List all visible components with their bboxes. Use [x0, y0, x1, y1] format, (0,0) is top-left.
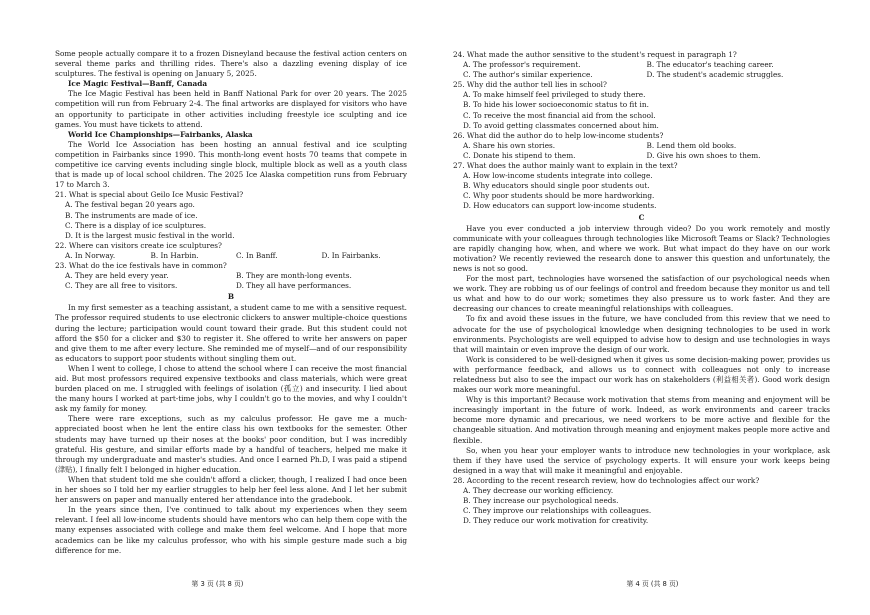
question-23: 23. What do the ice festivals have in common?: [55, 260, 227, 270]
q26-options-cd: [453, 151, 830, 161]
question-27: 27. What does the author mainly want to explain in the text?: [453, 161, 678, 171]
c-paragraph-1: Have you ever conducted a job interview through video? Do you work remotely and mostly communicate with your colleagues through technologies like Microsoft Teams or Slack? Technologies are rapidly changing how, when, and where we work. But what impact do they have on our work motivation? We recently reviewed the research done to answer this question and unfortunately, the news is not so good.: [453, 223, 830, 273]
question-28: 28. According to the recent research review, how do technologies affect our work?: [453, 475, 760, 485]
question-24: 24. What made the author sensitive to the student's request in paragraph 1?: [453, 50, 737, 59]
q24-option-d[interactable]: D. The student's academic struggles.: [646, 70, 784, 80]
q24-option-a[interactable]: A. The professor's requirement.: [463, 60, 581, 70]
c-paragraph-2: For the most part, technologies have worsened the satisfaction of our psychological needs when we work. They are robbing us of our feelings of control and freedom because they monitor us and tell us what and how to do our work; sometimes they also pressure us to work faster. And they are decreasing our chances to create meaningful relationships with colleagues.: [453, 274, 830, 314]
q21-option-b[interactable]: B. The instruments are made of ice.: [65, 210, 198, 220]
q23-options-cd: [55, 281, 407, 291]
q22-options: [55, 251, 407, 261]
q22-option-a[interactable]: A. In Norway.: [65, 250, 116, 260]
q23-options-ab: [55, 271, 407, 281]
q25-option-c[interactable]: C. To receive the most financial aid from the school.: [463, 110, 656, 120]
q23-option-c[interactable]: C. They are all free to visitors.: [65, 281, 178, 291]
section-b-heading: B: [227, 292, 235, 302]
heading-banff: Ice Magic Festival—Banff, Canada: [68, 79, 208, 89]
intro-paragraph: Some people actually compare it to a frozen Disneyland because the festival action centers on several theme parks and thrilling rides. There's also a dazzling evening display of ice sculptures. The festival is opening on January 5, 2025.: [55, 49, 407, 79]
banff-paragraph: The Ice Magic Festival has been held in Banff National Park for over 20 years. The 2025 competition will run from February 2-4. The final artworks are displayed for visitors who have an opportunity to participate in other activities including freestyle ice sculpting and ice games. You must have tickets to attend.: [55, 89, 407, 129]
q21-option-c[interactable]: C. There is a display of ice sculptures.: [65, 220, 207, 230]
q23-option-b[interactable]: B. They are month-long events.: [236, 271, 352, 281]
c-paragraph-3: To fix and avoid these issues in the future, we have concluded from this review that we need to advocate for the use of psychological knowledge when designing technologies to be used in work environments. Psychologists are well equipped to advise how to design and use technologies in ways that will maintain or even improve the design of our work.: [453, 314, 830, 354]
q28-option-d[interactable]: D. They reduce our work motivation for creativity.: [463, 516, 649, 526]
q25-option-a[interactable]: A. To make himself feel privileged to study there.: [463, 90, 646, 100]
page-3-number: 第 3 页 (共 8 页): [191, 580, 244, 588]
q28-option-b[interactable]: B. They increase our psychological needs.: [463, 496, 619, 506]
q27-option-d[interactable]: D. How educators can support low-income students.: [463, 201, 657, 211]
q22-option-d[interactable]: D. In Fairbanks.: [321, 250, 381, 260]
c-paragraph-4: Work is considered to be well-designed when it gives us some decision-making power, provides us with performance feedback, and allows us to connect with colleagues not only to increase relatedness but also to see the impact our work has on stakeholders (利益相关者). Good work design makes our work more meaningful.: [453, 354, 830, 395]
q24-option-c[interactable]: C. The author's similar experience.: [463, 70, 593, 80]
q26-option-b[interactable]: B. Lend them old books.: [646, 140, 737, 150]
q24-option-b[interactable]: B. The educator's teaching career.: [646, 60, 774, 70]
section-c-heading: C: [638, 212, 645, 222]
question-22: 22. Where can visitors create ice sculptures?: [55, 240, 222, 250]
b-paragraph-1: In my first semester as a teaching assistant, a student came to me with a sensitive request. The professor required students to use electronic clickers to answer multiple-choice questions during the lecture; participation would count toward their grade. But this student could not afford the $50 for a clicker and $30 to register it. She offered to write her answers on paper and give them to me after every lecture. She reminded me of myself—and of our responsibility as educators to support poor students without singling them out.: [55, 303, 407, 363]
b-paragraph-2: When I went to college, I chose to attend the school where I can receive the most financial aid. But most professors required expensive textbooks and class materials, which were great burden placed on me. I struggled with feelings of isolation (孤立) and insecurity. I lied about the many hours I worked at part-time jobs, why I couldn't go to the movies, and why I couldn't ask my family for money.: [55, 363, 407, 414]
left-column: [55, 49, 407, 556]
q22-option-c[interactable]: C. In Banff.: [236, 250, 278, 260]
q25-option-d[interactable]: D. To avoid getting classmates concerned about him.: [463, 120, 659, 130]
page-4-footer: [435, 578, 870, 588]
alaska-paragraph: The World Ice Association has been hosting an annual festival and ice sculpting competition in Fairbanks since 1990. This month-long event hosts 70 teams that compete in competitive ice carving events including single block, multiple block as well as a youth class that is made up of local school children. The 2025 Ice Alaska competition runs from February 17 to March 3.: [55, 139, 407, 190]
page-4: [435, 0, 870, 615]
q23-option-d[interactable]: D. They all have performances.: [236, 281, 352, 291]
q21-option-d[interactable]: D. It is the largest music festival in the world.: [65, 230, 235, 240]
heading-alaska: World Ice Championships—Fairbanks, Alaska: [68, 129, 253, 139]
q22-option-b[interactable]: B. In Harbin.: [150, 250, 199, 260]
c-paragraph-5: Why is this important? Because work motivation that stems from meaning and enjoyment will be increasingly important in the future of work. Indeed, as work environments and career tracks become more dynamic and precarious, we need workers to be more active and flexible for the changeable situation. And motivation through meaning and enjoyment makes people more active and flexible.: [453, 395, 830, 445]
c-paragraph-6: So, when you hear your employer wants to introduce new technologies in your workplace, ask them if they have used the service of psychology experts. It will ensure your work keeps being designed in a way that will make it meaningful and enjoyable.: [453, 445, 830, 475]
q24-options-ab: [453, 60, 830, 70]
question-26: 26. What did the author do to help low-income students?: [453, 130, 664, 140]
q28-option-c[interactable]: C. They improve our relationships with colleagues.: [463, 506, 652, 516]
q26-option-d[interactable]: D. Give his own shoes to them.: [646, 150, 761, 160]
b-paragraph-4: When that student told me she couldn't afford a clicker, though, I realized I had once been in her shoes so I told her my earlier struggles to help her feel less alone. And I let her submit her answers on paper and manually entered her attendance into the gradebook.: [55, 474, 407, 505]
q28-option-a[interactable]: A. They decrease our working efficiency.: [463, 486, 614, 496]
q27-option-a[interactable]: A. How low-income students integrate into college.: [463, 171, 653, 181]
q25-option-b[interactable]: B. To hide his lower socioeconomic status to fit in.: [463, 100, 649, 110]
q26-option-c[interactable]: C. Donate his stipend to them.: [463, 150, 576, 160]
question-25: 25. Why did the author tell lies in school?: [453, 80, 607, 90]
q24-options-cd: [453, 70, 830, 80]
right-column: [453, 50, 830, 526]
b-paragraph-5: In the years since then, I've continued to talk about my experiences when they seem relevant. I feel all low-income students should have mentors who can help them cope with the many expenses associated with college and make them feel welcome. And I hope that more academics can be like my calculus professor, who with his simple gesture made such a big difference for me.: [55, 505, 407, 555]
q26-options-ab: [453, 141, 830, 151]
question-21: 21. What is special about Geilo Ice Music Festival?: [55, 190, 244, 200]
q26-option-a[interactable]: A. Share his own stories.: [463, 140, 556, 150]
q21-option-a[interactable]: A. The festival began 20 years ago.: [65, 200, 195, 210]
q23-option-a[interactable]: A. They are held every year.: [65, 271, 169, 281]
page-4-number: 第 4 页 (共 8 页): [626, 580, 679, 588]
page-3-footer: [0, 578, 435, 588]
b-paragraph-3: There were rare exceptions, such as my calculus professor. He gave me a much-appreciated boost when he lent the entire class his own textbooks for the semester. Other students may have turned up their noses at the books' poor condition, but I was incredibly grateful. His gesture, and similar efforts made by a handful of teachers, helped me make it through my undergraduate and master's studies. And once I earned Ph.D, I was paid a stipend (津贴), I finally felt I belonged in higher education.: [55, 414, 407, 474]
q27-option-b[interactable]: B. Why educators should single poor students out.: [463, 181, 650, 191]
q27-option-c[interactable]: C. Why poor students should be more hardworking.: [463, 191, 655, 201]
